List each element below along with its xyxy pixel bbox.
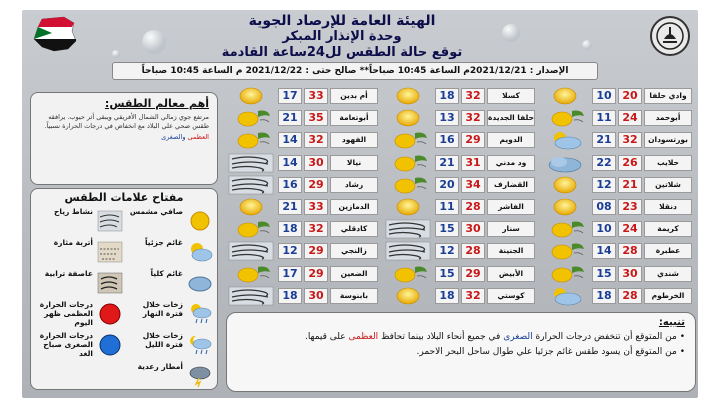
- city-name: الخرطوم: [644, 288, 692, 304]
- city-row: [385, 243, 535, 259]
- city-name: نيالا: [330, 155, 378, 171]
- city-row: [228, 88, 378, 104]
- sunny-icon: [542, 175, 588, 195]
- min-temp: 21: [278, 199, 302, 215]
- features-temp-legend: [39, 133, 209, 141]
- max-temp: 26: [618, 155, 642, 171]
- city-name: بابنوسة: [330, 288, 378, 304]
- night-showers-icon: [187, 333, 213, 357]
- partly-cloudy-icon: [542, 286, 588, 306]
- legend-item: [125, 269, 213, 297]
- legend-item: [35, 300, 123, 328]
- min-temp: 20: [435, 177, 459, 193]
- max-temp: 29: [461, 266, 485, 282]
- min-temp: 18: [592, 288, 616, 304]
- legend-label: غائم جزئياً: [144, 238, 183, 247]
- min-temp: 15: [435, 221, 459, 237]
- max-temp: 29: [304, 177, 328, 193]
- max-temp: 23: [618, 199, 642, 215]
- sunny-icon: [385, 86, 431, 106]
- min-temp-label: والصغرى: [161, 133, 186, 141]
- min-temp: 17: [278, 88, 302, 104]
- legend-label: غائم كلياً: [150, 269, 183, 278]
- max-temp: 34: [461, 177, 485, 193]
- notes-title: تنبيه:: [658, 317, 685, 328]
- min-temp: 21: [592, 132, 616, 148]
- min-temp: 12: [592, 177, 616, 193]
- wind-icon: [385, 219, 431, 239]
- city-row: [542, 132, 692, 148]
- partly-cloudy-icon: [542, 130, 588, 150]
- city-row: [228, 110, 378, 126]
- min-temp: 18: [435, 88, 459, 104]
- legend-label: صافي مشمس: [129, 207, 183, 216]
- wind-icon: [97, 209, 123, 233]
- city-name: شندي: [644, 266, 692, 282]
- city-row: [385, 266, 535, 282]
- features-text: مرتفع جوي زمالي الشمال الأفريقي ويبقى أثر حيوب. يرافقه طقس صحي علي البلاد مع انخفاض في درجات الحرارة نسبياً.: [44, 113, 209, 130]
- city-row: [542, 243, 692, 259]
- max-temp: 32: [304, 221, 328, 237]
- city-name: دنقلا: [644, 199, 692, 215]
- min-temp: 10: [592, 221, 616, 237]
- city-name: أم بدين: [330, 88, 378, 104]
- city-row: [228, 177, 378, 193]
- max-temp: 30: [304, 288, 328, 304]
- city-row: [228, 199, 378, 215]
- max-temp: 28: [618, 288, 642, 304]
- wind-icon: [228, 153, 274, 173]
- authority-title: الهيئة العامة للإرصاد الجوية: [248, 13, 436, 29]
- max-temp: 32: [304, 132, 328, 148]
- windy-sun-icon: [542, 219, 588, 239]
- max-temp: 29: [304, 243, 328, 259]
- city-name: أبوحمد: [644, 110, 692, 126]
- note-red-sea: • من المتوقع أن يسود طقس غائم جزئيا علي طوال ساحل البحر الاحمر.: [416, 347, 685, 357]
- city-row: [385, 132, 535, 148]
- legend-item: [35, 207, 123, 235]
- min-temp: 21: [435, 155, 459, 171]
- windy-sun-icon: [228, 108, 274, 128]
- partly-cloudy-icon: [187, 240, 213, 264]
- max-temp: 32: [618, 132, 642, 148]
- city-row: [542, 199, 692, 215]
- water-drop-decoration: [502, 24, 520, 42]
- min-temp: 12: [278, 243, 302, 259]
- city-name: زالنجي: [330, 243, 378, 259]
- max-temp: 28: [461, 243, 485, 259]
- city-name: الجنينة: [487, 243, 535, 259]
- note-temperature: • من المتوقع أن تنخفض درجات الحرارة الصغرى في جميع أنحاء البلاد بينما تحافظ العظمى على قيمها.: [304, 332, 685, 342]
- meteorological-authority-logo: [650, 16, 690, 56]
- city-name: الأبيض: [487, 266, 535, 282]
- min-temp: 11: [592, 110, 616, 126]
- max-temp: 29: [304, 266, 328, 282]
- day-showers-icon: [187, 302, 213, 326]
- windy-sun-icon: [542, 108, 588, 128]
- legend-label: أمطار رعدية: [137, 362, 183, 371]
- max-temp: 35: [304, 110, 328, 126]
- city-row: [228, 266, 378, 282]
- city-name: الدويم: [487, 132, 535, 148]
- max-temp: 32: [461, 288, 485, 304]
- windy-sun-icon: [228, 130, 274, 150]
- windy-sun-icon: [385, 153, 431, 173]
- min-temp: 08: [592, 199, 616, 215]
- city-name: الفهود: [330, 132, 378, 148]
- min-temp: 10: [592, 88, 616, 104]
- wind-icon: [228, 286, 274, 306]
- sunny-icon: [542, 197, 588, 217]
- sunny-icon: [542, 86, 588, 106]
- max-temp: 31: [461, 155, 485, 171]
- city-row: [385, 88, 535, 104]
- sunny-icon: [385, 286, 431, 306]
- legend-item: [125, 331, 213, 359]
- city-name: كوستي: [487, 288, 535, 304]
- wind-icon: [385, 241, 431, 261]
- city-row: [228, 155, 378, 171]
- city-row: [228, 221, 378, 237]
- min-temp: 13: [435, 110, 459, 126]
- legend-label: أتربة مثارة: [53, 238, 93, 247]
- sudan-flag-icon: [28, 15, 80, 53]
- city-name: القضارف: [487, 177, 535, 193]
- legend-label: درجات الحرارة الصغرى صباح الغد: [39, 331, 93, 358]
- city-row: [228, 243, 378, 259]
- city-row: [542, 288, 692, 304]
- legend-label: درجات الحرارة العظمى ظهر اليوم: [39, 300, 93, 327]
- max-temp: 30: [304, 155, 328, 171]
- city-name: وادي حلفا: [644, 88, 692, 104]
- city-name: الضعين: [330, 266, 378, 282]
- sunny-icon: [228, 197, 274, 217]
- water-drop-decoration: [142, 30, 166, 54]
- city-row: [542, 266, 692, 282]
- city-row: [385, 177, 535, 193]
- city-name: ود مدني: [487, 155, 535, 171]
- city-row: [385, 288, 535, 304]
- city-name: حلايب: [644, 155, 692, 171]
- city-name: الدمازين: [330, 199, 378, 215]
- legend-label: نشاط رياح: [53, 207, 93, 216]
- windy-sun-icon: [385, 264, 431, 284]
- city-row: [228, 132, 378, 148]
- city-row: [542, 221, 692, 237]
- min-temp: 15: [592, 266, 616, 282]
- sunny-icon: [385, 108, 431, 128]
- windy-sun-icon: [385, 130, 431, 150]
- max-temp: 20: [618, 88, 642, 104]
- min-temp-icon: [97, 333, 123, 357]
- max-temp: 30: [618, 266, 642, 282]
- min-temp: 14: [278, 132, 302, 148]
- min-temp: 14: [592, 243, 616, 259]
- max-temp: 28: [618, 243, 642, 259]
- windy-sun-icon: [385, 175, 431, 195]
- max-temp: 24: [618, 110, 642, 126]
- max-temp: 33: [304, 199, 328, 215]
- city-row: [228, 288, 378, 304]
- unit-title: وحدة الإنذار المبكر: [282, 29, 402, 44]
- city-row: [385, 199, 535, 215]
- windy-sun-icon: [228, 264, 274, 284]
- weather-symbols-legend: [30, 188, 218, 390]
- legend-label: عاصفة ترابية: [44, 269, 93, 278]
- thunderstorm-icon: [187, 364, 213, 388]
- city-name: كسلا: [487, 88, 535, 104]
- legend-title: مفتاح علامات الطقس: [64, 191, 184, 204]
- city-name: كادقلي: [330, 221, 378, 237]
- max-temp: 33: [304, 88, 328, 104]
- min-temp: 17: [278, 266, 302, 282]
- max-temp: 30: [461, 221, 485, 237]
- legend-label: زخات خلال فترة النهار: [142, 300, 183, 318]
- city-name: بورتسودان: [644, 132, 692, 148]
- max-temp-icon: [97, 302, 123, 326]
- city-name: شلاتين: [644, 177, 692, 193]
- max-temp: 24: [618, 221, 642, 237]
- city-name: رشاد: [330, 177, 378, 193]
- legend-item: [125, 300, 213, 328]
- min-temp: 22: [592, 155, 616, 171]
- legend-item: [125, 238, 213, 266]
- min-temp: 14: [278, 155, 302, 171]
- legend-label: زخات خلال فترة الليل: [142, 331, 183, 349]
- forecast-title: توقع حالة الطقس لل24ساعة القادمة: [221, 45, 463, 60]
- overcast-icon: [187, 271, 213, 295]
- wind-icon: [228, 175, 274, 195]
- min-temp: 18: [278, 288, 302, 304]
- sunny-icon: [228, 86, 274, 106]
- city-name: الفاشر: [487, 199, 535, 215]
- city-row: [385, 221, 535, 237]
- min-temp: 21: [278, 110, 302, 126]
- city-row: [385, 155, 535, 171]
- city-name: كريمة: [644, 221, 692, 237]
- max-temp: 21: [618, 177, 642, 193]
- city-row: [542, 177, 692, 193]
- min-temp: 16: [435, 132, 459, 148]
- city-row: [542, 88, 692, 104]
- min-temp: 12: [435, 243, 459, 259]
- header-titles: [192, 13, 492, 61]
- cloudy-icon: [542, 153, 588, 173]
- city-row: [385, 110, 535, 126]
- min-temp: 15: [435, 266, 459, 282]
- legend-item: [125, 362, 213, 390]
- forecast-poster: [22, 10, 698, 398]
- water-drop-decoration: [112, 50, 120, 58]
- min-temp: 16: [278, 177, 302, 193]
- city-name: حلفا الجديدة: [487, 110, 535, 126]
- water-drop-decoration: [582, 40, 592, 50]
- issue-validity-bar: الإصدار : 2021/12/21م الساعة 10:45 صباحاً** صالح حتى : 2021/12/22 م الساعة 10:45 صباحاً: [112, 62, 598, 80]
- windy-sun-icon: [228, 219, 274, 239]
- legend-item: [125, 207, 213, 235]
- sun-icon: [187, 209, 213, 233]
- city-row: [542, 110, 692, 126]
- max-temp: 29: [461, 132, 485, 148]
- max-temp: 32: [461, 88, 485, 104]
- min-temp: 18: [435, 288, 459, 304]
- legend-item: [35, 269, 123, 297]
- features-title: أهم معالم الطقس:: [104, 97, 209, 110]
- wind-icon: [228, 241, 274, 261]
- blowing-dust-icon: [97, 240, 123, 264]
- sunny-icon: [385, 197, 431, 217]
- windy-sun-icon: [542, 264, 588, 284]
- max-temp: 28: [461, 199, 485, 215]
- city-row: [542, 155, 692, 171]
- windy-sun-icon: [542, 241, 588, 261]
- dust-storm-icon: [97, 271, 123, 295]
- legend-item: [35, 238, 123, 266]
- weather-features-box: [30, 92, 218, 185]
- alert-notes-box: [226, 312, 696, 392]
- min-temp: 18: [278, 221, 302, 237]
- city-name: عطبرة: [644, 243, 692, 259]
- min-temp: 11: [435, 199, 459, 215]
- city-name: سنار: [487, 221, 535, 237]
- max-temp-label: العظمى: [187, 133, 209, 141]
- city-name: أبوتعامة: [330, 110, 378, 126]
- max-temp: 32: [461, 110, 485, 126]
- legend-item: [35, 331, 123, 359]
